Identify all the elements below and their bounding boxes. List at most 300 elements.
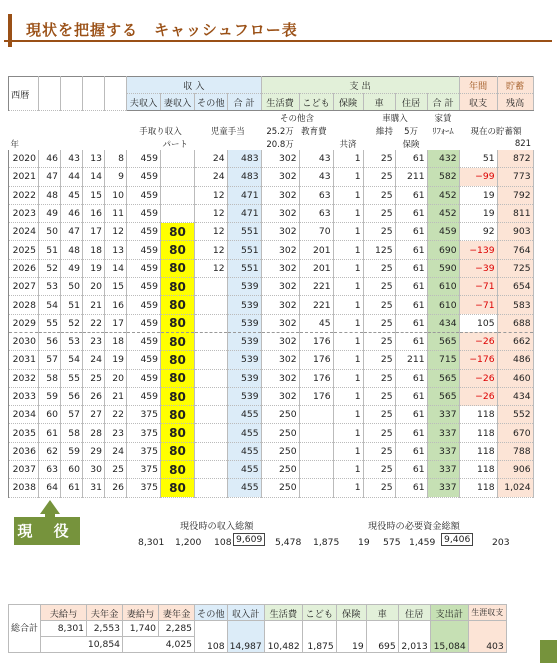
- cell-hs: 61: [395, 278, 427, 296]
- summary-label: 総合計: [9, 605, 41, 653]
- cell-ti: 551: [227, 241, 261, 259]
- sum-h-expense-total: 支出計: [430, 605, 468, 621]
- cell-to: 434: [427, 314, 459, 332]
- cell-c: 28: [83, 424, 105, 442]
- sum-h-wife: 妻給与: [123, 605, 159, 621]
- cell-y: 2025: [9, 241, 39, 259]
- table-row: [9, 296, 534, 314]
- cell-hs: 61: [395, 479, 427, 497]
- cell-b: 53: [61, 332, 83, 350]
- expense-total-label: 現役時の必要資金総額: [368, 521, 460, 532]
- header-balance: 収支: [459, 94, 497, 111]
- cell-ot: 24: [195, 150, 228, 168]
- cell-ti: 455: [227, 406, 261, 424]
- cell-bal: −39: [459, 259, 497, 277]
- cell-c: 19: [83, 259, 105, 277]
- cell-hs: 61: [395, 223, 427, 241]
- cell-ch: [299, 424, 333, 442]
- cell-car: 25: [363, 461, 395, 479]
- sum-husband-total: 10,854: [41, 637, 123, 653]
- cell-ch: 176: [299, 387, 333, 405]
- cell-rem: 460: [497, 369, 533, 387]
- cell-ti: 539: [227, 387, 261, 405]
- cell-d: 9: [105, 168, 127, 186]
- cell-b: 46: [61, 204, 83, 222]
- table-row: [9, 387, 534, 405]
- cell-ot: 12: [195, 186, 228, 204]
- cell-wi: 80: [161, 461, 195, 479]
- cell-b: 52: [61, 314, 83, 332]
- cell-y: 2024: [9, 223, 39, 241]
- mid-total-4-box: 9,609: [233, 533, 265, 546]
- cell-lv: 302: [261, 259, 299, 277]
- cell-wi: 80: [161, 314, 195, 332]
- cell-ch: 70: [299, 223, 333, 241]
- header-child: こども: [299, 94, 333, 111]
- mid-total-11: 203: [492, 537, 510, 548]
- cell-rem: 1,024: [497, 479, 533, 497]
- cell-b: 47: [61, 223, 83, 241]
- note-row-1: [9, 111, 534, 125]
- cell-rem: 811: [497, 204, 533, 222]
- cell-d: 19: [105, 351, 127, 369]
- cell-lv: 302: [261, 241, 299, 259]
- cell-in: 1: [333, 351, 363, 369]
- cell-to: 337: [427, 461, 459, 479]
- sum-income-total: 14,987: [227, 621, 264, 653]
- cell-hs: 61: [395, 442, 427, 460]
- note-reform: ﾘﾌｫｰﾑ: [432, 126, 454, 137]
- cell-lv: 302: [261, 387, 299, 405]
- cell-lv: 250: [261, 442, 299, 460]
- cell-car: 125: [363, 241, 395, 259]
- cell-ot: 12: [195, 241, 228, 259]
- table-row: [9, 406, 534, 424]
- cell-hs: 211: [395, 351, 427, 369]
- note-genzai-val: 821: [514, 138, 532, 149]
- cell-in: 1: [333, 406, 363, 424]
- table-row: [9, 150, 534, 168]
- mid-total-5: 5,478: [275, 537, 302, 548]
- cell-lv: 250: [261, 461, 299, 479]
- cell-hi: 459: [127, 387, 161, 405]
- cell-d: 22: [105, 406, 127, 424]
- cell-lv: 302: [261, 332, 299, 350]
- cell-d: 12: [105, 223, 127, 241]
- cell-y: 2020: [9, 150, 39, 168]
- note-row-3: [9, 137, 534, 150]
- sum-h-lifetime: 生涯収支: [468, 605, 506, 621]
- cell-a: 52: [39, 259, 61, 277]
- cell-hs: 211: [395, 168, 427, 186]
- cell-a: 60: [39, 406, 61, 424]
- table-row: [9, 204, 534, 222]
- cell-ch: [299, 479, 333, 497]
- sum-h-living: 生活費: [264, 605, 302, 621]
- cell-b: 59: [61, 442, 83, 460]
- cell-ot: [195, 369, 228, 387]
- cell-wi: [161, 168, 195, 186]
- cell-ti: 539: [227, 278, 261, 296]
- sum-h-insurance: 保険: [336, 605, 366, 621]
- title-underline: [4, 40, 552, 42]
- cell-hs: 61: [395, 314, 427, 332]
- cell-hs: 61: [395, 387, 427, 405]
- cell-y: 2023: [9, 204, 39, 222]
- header-savings: 貯蓄: [497, 77, 533, 94]
- table-row: [9, 223, 534, 241]
- cell-a: 56: [39, 332, 61, 350]
- cell-ti: 551: [227, 259, 261, 277]
- cell-ot: [195, 278, 228, 296]
- header-total-out: 合 計: [427, 94, 459, 111]
- cell-in: 1: [333, 479, 363, 497]
- cell-in: 1: [333, 241, 363, 259]
- cell-c: 21: [83, 296, 105, 314]
- sum-h-car: 車: [366, 605, 398, 621]
- cell-y: 2035: [9, 424, 39, 442]
- sum-h-pension: 夫年金: [87, 605, 123, 621]
- sum-wife-pension: 2,285: [159, 621, 195, 637]
- note-kyousai: 共済: [339, 139, 357, 150]
- sum-husband: 8,301: [41, 621, 87, 637]
- corner-green-block: [540, 640, 557, 663]
- cell-car: 25: [363, 278, 395, 296]
- mid-total-1: 8,301: [138, 537, 165, 548]
- cell-bal: 118: [459, 424, 497, 442]
- cell-bal: 105: [459, 314, 497, 332]
- cell-ti: 539: [227, 332, 261, 350]
- cell-ti: 483: [227, 150, 261, 168]
- cell-hi: 459: [127, 168, 161, 186]
- cell-bal: 92: [459, 223, 497, 241]
- cell-hs: 61: [395, 186, 427, 204]
- cell-wi: 80: [161, 387, 195, 405]
- note-kounyu: 車購入: [382, 113, 408, 124]
- cell-y: 2034: [9, 406, 39, 424]
- cell-b: 54: [61, 351, 83, 369]
- cell-hi: 459: [127, 186, 161, 204]
- cell-wi: [161, 204, 195, 222]
- cell-to: 459: [427, 223, 459, 241]
- cell-rem: 725: [497, 259, 533, 277]
- cell-in: 1: [333, 150, 363, 168]
- cell-bal: 118: [459, 406, 497, 424]
- note-part: パート: [162, 139, 189, 150]
- cell-a: 49: [39, 204, 61, 222]
- cell-hi: 459: [127, 223, 161, 241]
- cell-a: 61: [39, 424, 61, 442]
- cell-a: 58: [39, 369, 61, 387]
- cell-c: 16: [83, 204, 105, 222]
- cell-bal: −71: [459, 278, 497, 296]
- cell-ti: 551: [227, 223, 261, 241]
- cell-a: 50: [39, 223, 61, 241]
- genyaku-badge: 現 役: [14, 517, 80, 545]
- cell-wi: 80: [161, 351, 195, 369]
- cell-a: 48: [39, 186, 61, 204]
- cell-car: 25: [363, 223, 395, 241]
- cell-ch: 63: [299, 204, 333, 222]
- cell-ch: 43: [299, 150, 333, 168]
- cell-d: 15: [105, 278, 127, 296]
- cell-hs: 61: [395, 461, 427, 479]
- cell-a: 46: [39, 150, 61, 168]
- cell-ot: [195, 442, 228, 460]
- table-row: [9, 369, 534, 387]
- cell-b: 48: [61, 241, 83, 259]
- mid-total-6: 1,875: [313, 537, 340, 548]
- cell-car: 25: [363, 259, 395, 277]
- sum-h-wife-pension: 妻年金: [159, 605, 195, 621]
- cell-hi: 375: [127, 479, 161, 497]
- sum-wife-total: 4,025: [123, 637, 195, 653]
- cell-to: 452: [427, 186, 459, 204]
- cell-y: 2032: [9, 369, 39, 387]
- cell-rem: 788: [497, 442, 533, 460]
- cell-wi: 80: [161, 296, 195, 314]
- cell-to: 565: [427, 369, 459, 387]
- cell-car: 25: [363, 332, 395, 350]
- mid-total-9: 1,459: [409, 537, 436, 548]
- cell-d: 23: [105, 424, 127, 442]
- cell-y: 2029: [9, 314, 39, 332]
- cell-y: 2028: [9, 296, 39, 314]
- cell-in: 1: [333, 278, 363, 296]
- cell-in: 1: [333, 186, 363, 204]
- cell-b: 58: [61, 424, 83, 442]
- cell-hi: 459: [127, 241, 161, 259]
- note-man252: 25.2万: [266, 126, 294, 137]
- cell-d: 21: [105, 387, 127, 405]
- table-row: [9, 186, 534, 204]
- cell-c: 20: [83, 278, 105, 296]
- cell-ch: 201: [299, 241, 333, 259]
- table-row: [9, 259, 534, 277]
- cell-lv: 302: [261, 186, 299, 204]
- cell-car: 25: [363, 296, 395, 314]
- cell-bal: 51: [459, 150, 497, 168]
- header-remaining: 残高: [497, 94, 533, 111]
- cell-bal: −26: [459, 332, 497, 350]
- cell-to: 590: [427, 259, 459, 277]
- cell-car: 25: [363, 351, 395, 369]
- cell-ch: 176: [299, 351, 333, 369]
- cell-hi: 375: [127, 461, 161, 479]
- cell-a: 54: [39, 296, 61, 314]
- cell-ch: 63: [299, 186, 333, 204]
- cell-bal: −139: [459, 241, 497, 259]
- cell-y: 2022: [9, 186, 39, 204]
- cell-wi: 80: [161, 369, 195, 387]
- cell-bal: 118: [459, 461, 497, 479]
- cashflow-table: [8, 76, 534, 498]
- sum-h-child: こども: [302, 605, 336, 621]
- sum-insurance: 19: [336, 621, 366, 653]
- cell-hi: 375: [127, 424, 161, 442]
- cell-to: 610: [427, 278, 459, 296]
- cell-ti: 483: [227, 168, 261, 186]
- cell-hi: 375: [127, 442, 161, 460]
- income-total-label: 現役時の収入総額: [180, 521, 254, 532]
- cell-wi: 80: [161, 332, 195, 350]
- cell-b: 44: [61, 168, 83, 186]
- cell-bal: 118: [459, 442, 497, 460]
- table-row: [9, 442, 534, 460]
- header-insurance: 保険: [333, 94, 363, 111]
- table-row: [9, 479, 534, 497]
- cell-rem: 773: [497, 168, 533, 186]
- cell-d: 8: [105, 150, 127, 168]
- note-man208: 20.8万: [266, 139, 294, 150]
- cell-wi: 80: [161, 406, 195, 424]
- cell-in: 1: [333, 369, 363, 387]
- header-husband-income: 夫収入: [127, 94, 161, 111]
- cell-in: 1: [333, 296, 363, 314]
- table-row: [9, 332, 534, 350]
- cell-lv: 302: [261, 314, 299, 332]
- cell-wi: 80: [161, 241, 195, 259]
- cell-in: 1: [333, 314, 363, 332]
- cell-wi: 80: [161, 259, 195, 277]
- cell-ot: [195, 296, 228, 314]
- cell-d: 11: [105, 204, 127, 222]
- sum-pension: 2,553: [87, 621, 123, 637]
- cell-lv: 302: [261, 369, 299, 387]
- cell-hi: 459: [127, 314, 161, 332]
- table-row: [9, 241, 534, 259]
- cell-y: 2031: [9, 351, 39, 369]
- cell-to: 582: [427, 168, 459, 186]
- cell-c: 17: [83, 223, 105, 241]
- cell-bal: −26: [459, 387, 497, 405]
- cell-rem: 688: [497, 314, 533, 332]
- note-yachin: 家賃: [434, 113, 452, 124]
- note-row-2: [9, 124, 534, 137]
- sum-h-income-total: 収入計: [227, 605, 264, 621]
- cell-b: 43: [61, 150, 83, 168]
- cell-in: 1: [333, 387, 363, 405]
- note-sonota: その他含: [280, 113, 315, 124]
- cell-rem: 906: [497, 461, 533, 479]
- cell-b: 60: [61, 461, 83, 479]
- cell-ti: 539: [227, 369, 261, 387]
- cell-lv: 302: [261, 278, 299, 296]
- cell-d: 24: [105, 442, 127, 460]
- cell-ch: 221: [299, 278, 333, 296]
- cell-hs: 61: [395, 296, 427, 314]
- note-nen: 年: [10, 139, 20, 150]
- sum-expense-total: 15,084: [430, 621, 468, 653]
- cell-ti: 455: [227, 442, 261, 460]
- cell-car: 25: [363, 369, 395, 387]
- cell-c: 24: [83, 351, 105, 369]
- cell-d: 25: [105, 461, 127, 479]
- cell-ch: 176: [299, 369, 333, 387]
- cell-car: 25: [363, 168, 395, 186]
- cell-b: 51: [61, 296, 83, 314]
- sum-car: 695: [366, 621, 398, 653]
- cell-in: 1: [333, 259, 363, 277]
- cell-c: 22: [83, 314, 105, 332]
- cell-a: 47: [39, 168, 61, 186]
- cell-bal: −71: [459, 296, 497, 314]
- cell-ot: [195, 351, 228, 369]
- note-genzai: 現在の貯蓄額: [470, 126, 522, 137]
- cell-to: 337: [427, 479, 459, 497]
- header-car: 車: [363, 94, 395, 111]
- cell-ti: 471: [227, 186, 261, 204]
- cell-a: 64: [39, 479, 61, 497]
- cell-bal: −99: [459, 168, 497, 186]
- cell-hi: 459: [127, 204, 161, 222]
- cell-c: 13: [83, 150, 105, 168]
- cell-a: 62: [39, 442, 61, 460]
- cell-to: 715: [427, 351, 459, 369]
- cell-ot: [195, 461, 228, 479]
- cell-y: 2030: [9, 332, 39, 350]
- cell-c: 29: [83, 442, 105, 460]
- cell-c: 30: [83, 461, 105, 479]
- cell-rem: 486: [497, 351, 533, 369]
- cell-hs: 61: [395, 369, 427, 387]
- cell-d: 18: [105, 332, 127, 350]
- header-seireki: 西暦: [9, 77, 39, 111]
- cell-to: 432: [427, 150, 459, 168]
- cell-rem: 792: [497, 186, 533, 204]
- cell-ot: 12: [195, 204, 228, 222]
- cell-hi: 375: [127, 406, 161, 424]
- cell-b: 55: [61, 369, 83, 387]
- cell-b: 56: [61, 387, 83, 405]
- sum-h-other: その他: [195, 605, 228, 621]
- cell-rem: 662: [497, 332, 533, 350]
- cell-hi: 459: [127, 351, 161, 369]
- cell-car: 25: [363, 479, 395, 497]
- cell-b: 45: [61, 186, 83, 204]
- cell-a: 59: [39, 387, 61, 405]
- note-kyoiku: 教育費: [301, 126, 327, 137]
- note-tedori: 手取り収入: [139, 126, 182, 137]
- cell-ot: [195, 479, 228, 497]
- cell-to: 337: [427, 442, 459, 460]
- table-row: [9, 424, 534, 442]
- cell-hi: 459: [127, 369, 161, 387]
- cell-wi: 80: [161, 223, 195, 241]
- cell-ch: 45: [299, 314, 333, 332]
- cell-lv: 250: [261, 424, 299, 442]
- cell-to: 337: [427, 406, 459, 424]
- table-row: [9, 314, 534, 332]
- cell-rem: 872: [497, 150, 533, 168]
- cell-to: 337: [427, 424, 459, 442]
- cell-ch: 43: [299, 168, 333, 186]
- note-iji: 維持: [376, 126, 394, 137]
- cell-to: 565: [427, 387, 459, 405]
- cell-hs: 61: [395, 150, 427, 168]
- cell-rem: 654: [497, 278, 533, 296]
- cell-in: 1: [333, 442, 363, 460]
- cell-y: 2027: [9, 278, 39, 296]
- cell-ot: [195, 406, 228, 424]
- sum-wife: 1,740: [123, 621, 159, 637]
- cell-ch: [299, 461, 333, 479]
- table-row: [9, 278, 534, 296]
- cell-ch: [299, 406, 333, 424]
- header-living: 生活費: [261, 94, 299, 111]
- mid-total-3: 108: [214, 537, 232, 548]
- cell-c: 31: [83, 479, 105, 497]
